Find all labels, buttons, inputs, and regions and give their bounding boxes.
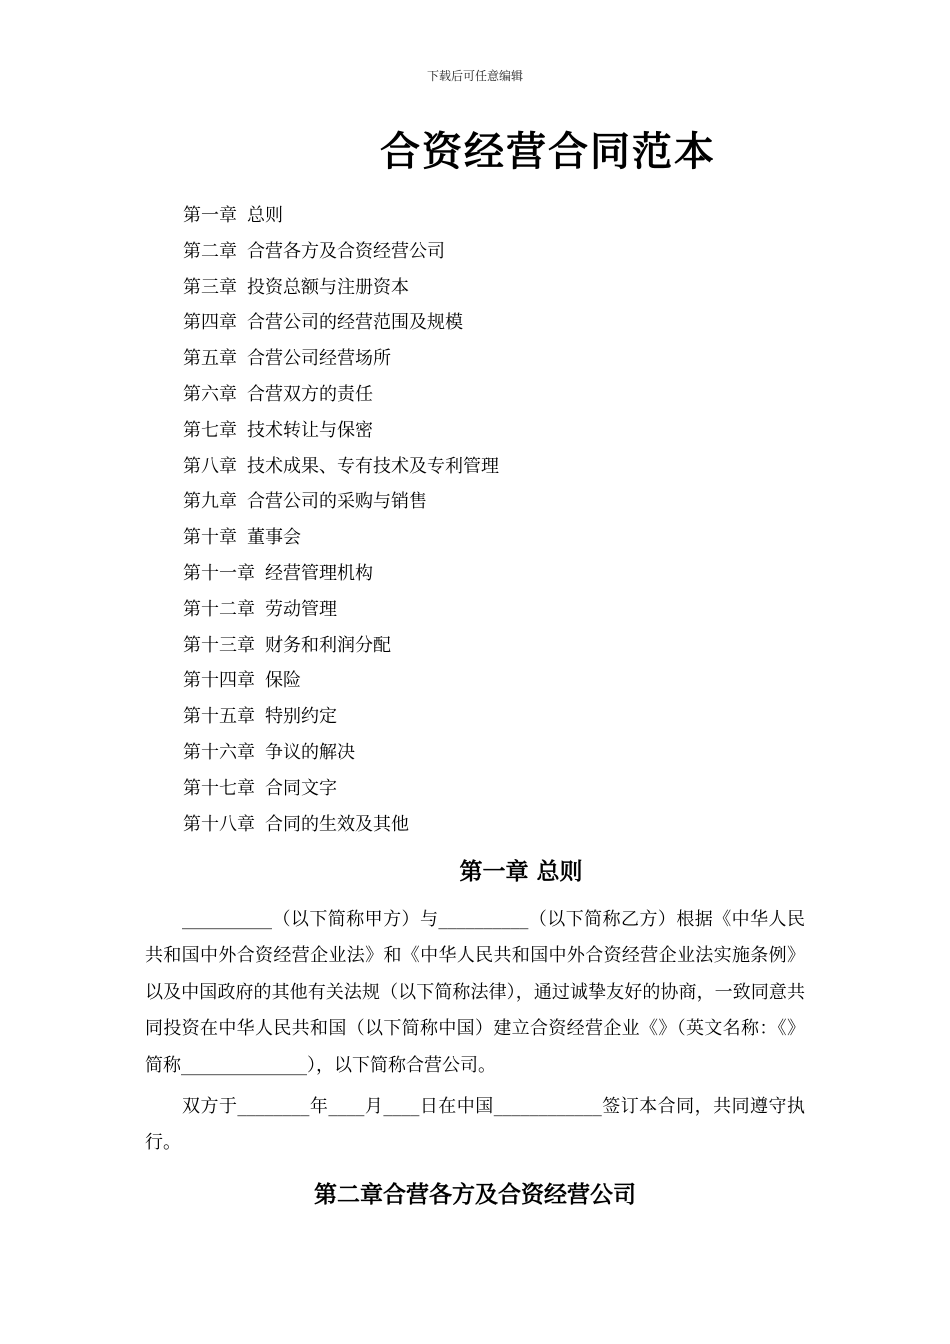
toc-chapter-title: 经营管理机构	[265, 562, 373, 584]
toc-item	[183, 377, 499, 413]
chapter-1-paragraph-1: __________（以下简称甲方）与__________（以下简称乙方）根据《中华人民共和国中外合资经营企业法》和《中华人民共和国中外合资经营企业法实施条例》以及中国政府的其他有关法规（以下简称法律），通过诚挚友好的协商，一致同意共同投资在中华人民共和国（以下简称中国）建立合资经营企业《》（英文名称：《》简称______________），以下简称合营公司。	[145, 909, 805, 1076]
toc-chapter-number: 第十章	[183, 527, 237, 549]
toc-chapter-title: 合同的生效及其他	[265, 813, 409, 835]
toc-item	[183, 520, 499, 556]
document-title: 合资经营合同范本	[380, 128, 716, 175]
toc-chapter-number: 第六章	[183, 383, 237, 405]
toc-item	[183, 341, 499, 377]
toc-chapter-number: 第一章	[183, 205, 237, 226]
toc-chapter-title: 争议的解决	[265, 741, 355, 763]
toc-chapter-title: 合营公司的采购与销售	[247, 491, 427, 513]
toc-chapter-title: 特别约定	[265, 706, 337, 728]
toc-chapter-number: 第十七章	[183, 777, 255, 799]
toc-chapter-number: 第八章	[183, 455, 237, 477]
chapter-1-heading: 第一章 总则	[459, 858, 583, 885]
toc-chapter-title: 保险	[265, 670, 301, 692]
toc-chapter-title: 合营双方的责任	[247, 383, 373, 405]
toc-chapter-number: 第二章	[183, 240, 237, 262]
toc-chapter-number: 第十八章	[183, 813, 255, 835]
toc-chapter-title: 劳动管理	[265, 598, 337, 620]
toc-item	[183, 198, 499, 234]
toc-chapter-number: 第十五章	[183, 706, 255, 728]
toc-item	[183, 556, 499, 592]
toc-chapter-title: 总则	[247, 205, 283, 226]
toc-chapter-number: 第四章	[183, 312, 237, 334]
toc-chapter-title: 技术成果、专有技术及专利管理	[247, 455, 499, 477]
toc-item	[183, 628, 499, 664]
toc-chapter-title: 技术转让与保密	[247, 419, 373, 441]
toc-item	[183, 449, 499, 485]
toc-item	[183, 592, 499, 628]
toc-chapter-title: 合营各方及合资经营公司	[247, 240, 445, 262]
toc-item	[183, 807, 499, 843]
toc-item	[183, 270, 499, 306]
toc-item	[183, 413, 499, 449]
toc-chapter-number: 第十四章	[183, 670, 255, 692]
toc-chapter-title: 财务和利润分配	[265, 634, 391, 656]
toc-chapter-number: 第七章	[183, 419, 237, 441]
toc-chapter-title: 董事会	[247, 527, 301, 549]
toc-item	[183, 484, 499, 520]
toc-item	[183, 735, 499, 771]
toc-item	[183, 663, 499, 699]
chapter-1-paragraph-2: 双方于________年____月____日在中国____________签订本合同，共同遵守执行。	[145, 1096, 805, 1154]
toc-chapter-number: 第十六章	[183, 741, 255, 763]
toc-chapter-number: 第五章	[183, 348, 237, 370]
toc-chapter-title: 合营公司经营场所	[247, 348, 391, 370]
toc-chapter-title: 投资总额与注册资本	[247, 276, 409, 298]
toc-chapter-number: 第三章	[183, 276, 237, 298]
toc-item	[183, 305, 499, 341]
chapter-2-heading: 第二章合营各方及合资经营公司	[314, 1181, 636, 1208]
header-note: 下载后可任意编辑	[426, 69, 523, 83]
toc-chapter-title: 合同文字	[265, 777, 337, 799]
toc-chapter-number: 第十一章	[183, 562, 255, 584]
toc-item	[183, 234, 499, 270]
table-of-contents	[183, 198, 499, 842]
toc-item	[183, 699, 499, 735]
toc-chapter-number: 第十三章	[183, 634, 255, 656]
toc-chapter-number: 第九章	[183, 491, 237, 513]
toc-item	[183, 771, 499, 807]
toc-chapter-title: 合营公司的经营范围及规模	[247, 312, 463, 334]
toc-chapter-number: 第十二章	[183, 598, 255, 620]
